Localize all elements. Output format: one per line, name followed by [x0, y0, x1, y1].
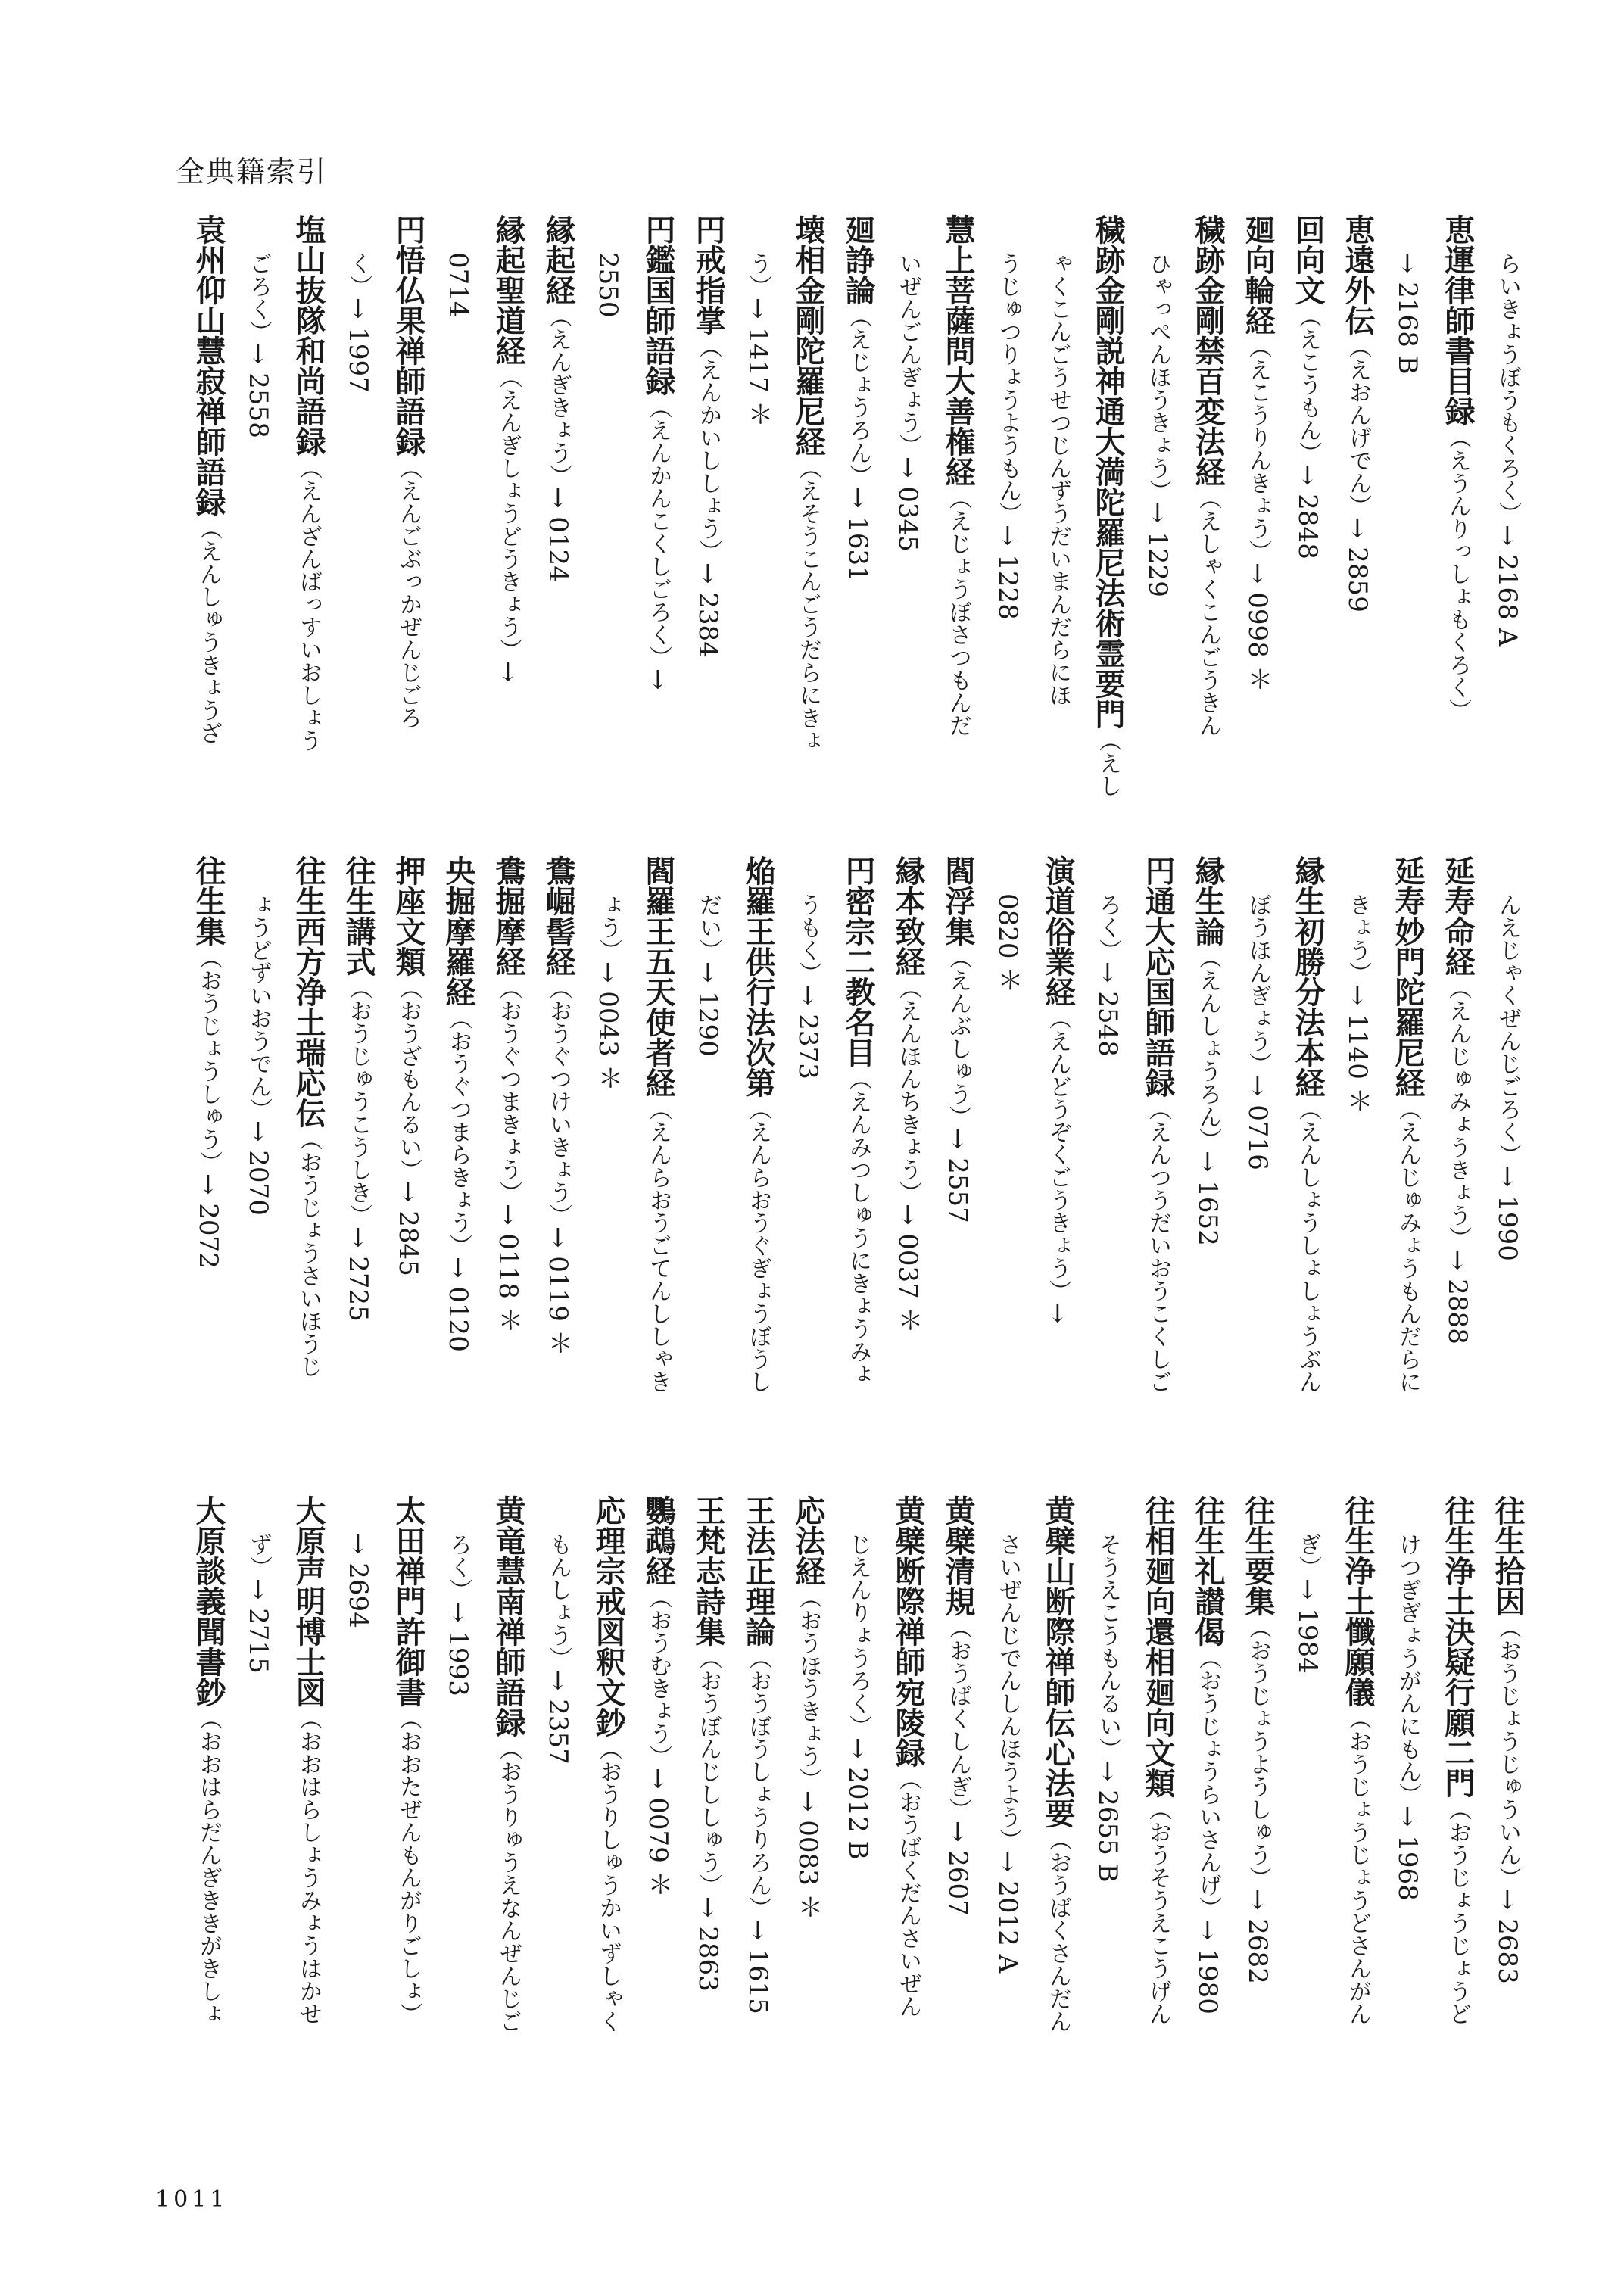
entry-reading: （えんつうだいおうこくしご [1145, 1098, 1171, 1393]
entry-reading: （おおたぜんもんがりごしょ） [395, 1707, 422, 2025]
entry-reference: → 1968 [1392, 1805, 1423, 1901]
index-entry [1136, 855, 1180, 1537]
index-entry-continuation [236, 855, 280, 1537]
index-entry-continuation [1036, 214, 1080, 896]
index-entry-continuation [1485, 214, 1529, 896]
index-entry-continuation [1336, 855, 1379, 1537]
index-entry [736, 855, 780, 1537]
index-entry [186, 214, 230, 896]
entry-reference: → 0037 ＊ [893, 1204, 923, 1333]
entry-reference: → 0083 ＊ [793, 1790, 823, 1920]
entry-reference: → 2863 [693, 1896, 723, 1992]
entry-headword: 応理宗戒図釈文鈔 [591, 1495, 625, 1737]
entry-reading: ず） [245, 1533, 272, 1578]
entry-reading: （おうぐつまきょう） [495, 977, 522, 1204]
entry-reading: （えうんりっしょもくろく） [1445, 426, 1471, 721]
entry-headword: 壊相金剛陀羅尼経 [790, 214, 825, 456]
entry-reading: く） [345, 252, 372, 298]
entry-reading: （おうじょうらいさんげ） [1195, 1647, 1221, 1919]
index-entry-continuation [836, 1495, 880, 2176]
entry-reading: （えじょうろん） [845, 305, 871, 487]
entry-reference: → 0118 ＊ [493, 1204, 523, 1333]
entry-headword: 王法正理論 [740, 1495, 775, 1647]
entry-headword: 穢跡金剛説神通大満陀羅尼法術霊要門 [1090, 214, 1125, 729]
entry-headword: 往生要集 [1240, 1495, 1275, 1616]
entry-headword: 閻浮集 [940, 855, 975, 946]
entry-reference: → 1997 [343, 298, 373, 393]
entry-headword: 円戒指掌 [690, 214, 725, 335]
entry-headword: 縁生初勝分法本経 [1290, 855, 1325, 1098]
index-entry-continuation [1485, 855, 1529, 1537]
index-entry-continuation [986, 214, 1030, 896]
entry-headword: 往生浄土懺願儀 [1340, 1495, 1375, 1707]
index-entry [786, 214, 830, 896]
entry-headword: 焔羅王供行法次第 [740, 855, 775, 1098]
index-band-top [182, 214, 1529, 896]
index-entry-continuation [586, 855, 630, 1537]
index-entry [1036, 855, 1080, 1537]
entry-reading: （おうりしゅうかいずしゃく [595, 1737, 622, 2033]
index-entry [636, 214, 680, 896]
entry-reference: → 0124 [543, 487, 573, 582]
index-entry [1236, 214, 1280, 896]
index-band-middle [185, 855, 1529, 1537]
entry-headword: 円悟仏果禅師語録 [391, 214, 425, 456]
index-entry [1186, 855, 1230, 1537]
entry-reading: ょう） [595, 893, 622, 961]
entry-reading: （えし [1095, 729, 1121, 797]
entry-reading: さいぜんじでんしんほうよう） [995, 1533, 1021, 1851]
entry-reading: う） [745, 252, 771, 298]
entry-reference: 0714 [443, 252, 473, 318]
entry-headword: 鴦掘摩経 [491, 855, 525, 977]
index-entry [586, 1495, 630, 2176]
index-entry [1336, 1495, 1379, 2176]
entry-reading: （えんしょうしょしょうぶん [1295, 1098, 1321, 1393]
index-entry [386, 214, 430, 896]
index-band-bottom [182, 1495, 1529, 2176]
entry-reading: うもく） [795, 893, 821, 984]
entry-headword: 円密宗二教名目 [840, 855, 875, 1067]
entry-reference: → 2655 B [1093, 1760, 1123, 1883]
entry-reference: → 1290 [693, 961, 723, 1057]
entry-reference: 2550 [593, 252, 623, 318]
entry-headword: 廻諍論 [840, 214, 875, 305]
entry-reference: → 1140 ＊ [1342, 984, 1373, 1114]
index-entry [186, 1495, 230, 2176]
entry-reference: → 0345 [893, 456, 923, 552]
entry-reading: （おうそうえこうげん [1145, 1798, 1171, 2025]
entry-reference: → 1417 ＊ [743, 298, 773, 427]
entry-reading: （えんざんばっすいおしょう [295, 456, 322, 752]
entry-reading: （えんかいししょう） [695, 335, 722, 562]
index-entry [786, 1495, 830, 2176]
entry-reading: （おおはらしょうみょうはかせ [295, 1707, 322, 2025]
page-number: 1011 [155, 2186, 229, 2213]
index-entry [386, 855, 430, 1537]
entry-reading: （えんじゅみょうもんだらに [1395, 1098, 1421, 1393]
index-entry-continuation [236, 1495, 280, 2176]
entry-reading: ぎ） [1295, 1533, 1321, 1578]
entry-reading: （えおんげでん） [1345, 335, 1371, 517]
index-entry-continuation [336, 214, 380, 896]
entry-reading: （えんごぶっかぜんじごろ [395, 456, 422, 729]
index-entry [1236, 1495, 1280, 2176]
index-entry [736, 1495, 780, 2176]
entry-reference: → 2859 [1342, 517, 1373, 612]
entry-headword: 縁生論 [1190, 855, 1225, 946]
entry-reading: きょう） [1345, 893, 1371, 984]
entry-headword: 王梵志詩集 [690, 1495, 725, 1647]
entry-reference: → 1984 [1292, 1578, 1323, 1674]
entry-headword: 往生講式 [341, 855, 376, 977]
index-entry [1286, 214, 1329, 896]
index-entry [486, 1495, 530, 2176]
entry-reference: → 2848 [1292, 464, 1323, 559]
entry-headword: 塩山抜隊和尚語録 [291, 214, 326, 456]
index-entry [1186, 1495, 1230, 2176]
index-entry [1086, 214, 1130, 896]
index-entry [386, 1495, 430, 2176]
entry-reference: → 1980 [1192, 1919, 1223, 2014]
entry-headword: 縁起経 [541, 214, 575, 305]
index-entry [1136, 1495, 1180, 2176]
entry-headword: 恵運律師書目録 [1440, 214, 1475, 426]
entry-reference: → [643, 668, 673, 690]
entry-headword: 黄竜慧南禅師語録 [491, 1495, 525, 1737]
entry-reading: （えんしょうろん） [1195, 946, 1221, 1151]
entry-headword: 円通大応国師語録 [1140, 855, 1175, 1098]
entry-headword: 太田禅門許御書 [391, 1495, 425, 1707]
entry-headword: 穢跡金剛禁百変法経 [1190, 214, 1225, 487]
entry-reference: → 2373 [793, 984, 823, 1080]
entry-reading: らいきょうぼうもくろく） [1495, 252, 1521, 525]
index-entry [836, 214, 880, 896]
entry-reference: → 2683 [1492, 1889, 1523, 1984]
index-entry [1186, 214, 1230, 896]
entry-reference: → 2072 [193, 1173, 223, 1269]
entry-reference: → 0716 [1242, 1075, 1273, 1170]
index-entry-continuation [736, 214, 780, 896]
entry-reading: （おうざもんるい） [395, 977, 422, 1181]
index-entry [886, 1495, 930, 2176]
entry-reference: → 2694 [343, 1533, 373, 1628]
entry-reading: （えこうりんきょう） [1245, 335, 1271, 562]
index-entry [536, 214, 580, 896]
entry-reading: ろく） [445, 1533, 472, 1601]
entry-headword: 往生礼讃偈 [1190, 1495, 1225, 1647]
entry-reading: （おうばくさんだん [1045, 1828, 1071, 2033]
entry-reference: → 0998 ＊ [1242, 562, 1273, 692]
entry-reading: ょうどずいおうでん） [245, 893, 272, 1120]
index-entry-continuation [1086, 855, 1130, 1537]
index-entry-continuation [1086, 1495, 1130, 2176]
entry-reading: （おうりゅうえなんぜんじご [495, 1737, 522, 2033]
entry-reading: （おうじょうじょうどさんがん [1345, 1707, 1371, 2025]
entry-headword: 縁本致経 [890, 855, 925, 977]
entry-reference: → 0043 ＊ [593, 961, 623, 1091]
entry-reference: → [493, 661, 523, 683]
index-entry [936, 855, 980, 1537]
entry-headword: 円鑑国師語録 [641, 214, 675, 396]
index-entry-continuation [886, 214, 930, 896]
index-entry-continuation [536, 1495, 580, 2176]
entry-reading: （えんぎきょう） [545, 305, 572, 487]
index-entry-continuation [336, 1495, 380, 2176]
entry-reference: → 1615 [743, 1919, 773, 2014]
entry-reference: → 2715 [243, 1578, 273, 1674]
entry-headword: 延寿命経 [1440, 855, 1475, 977]
entry-reference: → 2384 [693, 562, 723, 658]
index-entry-continuation [1386, 1495, 1429, 2176]
entry-headword: 往生拾因 [1490, 1495, 1525, 1616]
entry-reading: じえんりょうろく） [845, 1533, 871, 1737]
index-entry [686, 214, 730, 896]
index-entry [1386, 855, 1429, 1537]
entry-headword: 縁起聖道経 [491, 214, 525, 366]
index-entry [1435, 1495, 1479, 2176]
index-entry-continuation [436, 1495, 480, 2176]
entry-reference: → 2548 [1093, 961, 1123, 1057]
entry-reading: （えんみつしゅうにきょうみょ [845, 1067, 871, 1385]
entry-headword: 大原声明博士図 [291, 1495, 326, 1707]
entry-reference: → 2607 [943, 1821, 973, 1916]
entry-headword: 往生浄土決疑行願二門 [1440, 1495, 1475, 1798]
entry-reference: → 2012 A [993, 1851, 1023, 1974]
entry-reading: ゃくこんごうせつじんずうだいまんだらにほ [1045, 252, 1071, 706]
entry-reading: （えしゃくこんごうきん [1195, 487, 1221, 737]
entry-reference: → 1993 [443, 1601, 473, 1696]
entry-headword: 恵遠外伝 [1340, 214, 1375, 335]
entry-reading: んえじゃくぜんじごろく） [1495, 893, 1521, 1166]
entry-headword: 往生集 [191, 855, 226, 946]
index-entry [936, 1495, 980, 2176]
index-entry-continuation [986, 1495, 1030, 2176]
entry-reading: （おうばくしんぎ） [945, 1616, 971, 1821]
entry-headword: 延寿妙門陀羅尼経 [1390, 855, 1425, 1098]
entry-reference: → 2168 A [1492, 525, 1523, 647]
index-entry [436, 855, 480, 1537]
entry-headword: 押座文類 [391, 855, 425, 977]
entry-reference: → 1652 [1192, 1151, 1223, 1246]
index-entry-continuation [1236, 855, 1280, 1537]
index-entry-continuation [986, 855, 1030, 1537]
entry-reference: → 2725 [343, 1226, 373, 1322]
entry-reading: （おうぼうしょうりろん） [745, 1647, 771, 1919]
entry-headword: 袁州仰山慧寂禅師語録 [191, 214, 226, 517]
index-entry-continuation [686, 855, 730, 1537]
index-entry-continuation [1286, 1495, 1329, 2176]
entry-headword: 鴦崛髻経 [541, 855, 575, 977]
entry-reading: （えそうこんごうだらにきょ [795, 456, 821, 752]
index-entry [936, 214, 980, 896]
entry-reference: → 0079 ＊ [643, 1768, 673, 1897]
index-entry [486, 855, 530, 1537]
entry-reference: → 1631 [843, 487, 873, 582]
index-entry [1286, 855, 1329, 1537]
index-entry [286, 855, 330, 1537]
entry-reading: （えんらおうごてんししゃき [645, 1098, 672, 1393]
entry-headword: 廻向輪経 [1240, 214, 1275, 335]
entry-headword: 鸚鵡経 [641, 1495, 675, 1586]
entry-headword: 閻羅王五天使者経 [641, 855, 675, 1098]
entry-reference: → 2070 [243, 1120, 273, 1216]
entry-reading: けつぎぎょうがんにもん） [1395, 1533, 1421, 1805]
running-head: 全典籍索引 [176, 155, 328, 188]
entry-headword: 応法経 [790, 1495, 825, 1586]
entry-reading: （おうぼんじししゅう） [695, 1647, 722, 1896]
entry-reading: （おうむきょう） [645, 1586, 672, 1768]
index-entry [1036, 1495, 1080, 2176]
entry-reading: （おうじょうじゅういん） [1495, 1616, 1521, 1889]
entry-headword: 黄檗断際禅師宛陵録 [890, 1495, 925, 1768]
entry-reading: （えこうもん） [1295, 305, 1321, 464]
entry-reference: → 2888 [1442, 1249, 1473, 1344]
entry-reading: （えんしゅうきょうざ [195, 517, 222, 744]
entry-reading: （おうじょうじょうど [1445, 1798, 1471, 2025]
index-entry-continuation [786, 855, 830, 1537]
index-entry [1435, 214, 1479, 896]
entry-reading: ごろく） [245, 252, 272, 343]
entry-reading: うじゅつりょうようもん） [995, 252, 1021, 525]
entry-headword: 央掘摩羅経 [441, 855, 475, 1007]
entry-headword: 黄檗山断際禅師伝心法要 [1040, 1495, 1075, 1828]
entry-headword: 大原談義聞書鈔 [191, 1495, 226, 1707]
entry-reading: （おうぐつまらきょう） [445, 1007, 472, 1257]
entry-reading: （えんぶしゅう） [945, 946, 971, 1128]
entry-headword: 慧上菩薩問大善権経 [940, 214, 975, 487]
index-entry [186, 855, 230, 1537]
index-entry [286, 1495, 330, 2176]
entry-reference: → 1228 [993, 525, 1023, 620]
entry-reference: → 2682 [1242, 1889, 1273, 1984]
index-entry [686, 1495, 730, 2176]
entry-reference: → [1043, 1302, 1073, 1324]
entry-reading: （おうじゅうこうしき） [345, 977, 372, 1226]
entry-reading: （えんかんこくしごろく） [645, 396, 672, 668]
entry-reading: （おうじょうさいほうじ [295, 1128, 322, 1378]
entry-reading: ぼうほんぎょう） [1245, 893, 1271, 1075]
index-entry [636, 855, 680, 1537]
entry-reading: （えんらおうぐぎょうぼうし [745, 1098, 771, 1393]
entry-reading: （えんどうぞくごうきょう） [1045, 1007, 1071, 1302]
entry-headword: 演道俗業経 [1040, 855, 1075, 1007]
index-entry [286, 214, 330, 896]
entry-reading: いぜんごんぎょう） [895, 252, 921, 456]
entry-reference: → 1990 [1492, 1166, 1523, 1261]
entry-reading: （おうぐつけいきょう） [545, 977, 572, 1226]
entry-reading: もんしょう） [545, 1533, 572, 1669]
entry-reading: ひゃっぺんほうきょう） [1145, 252, 1171, 502]
entry-reading: （おうほうきょう） [795, 1586, 821, 1790]
entry-reading: （えんほんちきょう） [895, 977, 921, 1204]
entry-reading: （おうじょうようしゅう） [1245, 1616, 1271, 1889]
index-entry [836, 855, 880, 1537]
index-entry [1336, 214, 1379, 896]
entry-reading: （えじょうぼさつもんだ [945, 487, 971, 737]
entry-reading: （えんじゅみょうきょう） [1445, 977, 1471, 1249]
entry-reference: 0820 ＊ [993, 893, 1023, 993]
entry-headword: 往相廻向還相廻向文類 [1140, 1495, 1175, 1798]
entry-reference: → 2357 [543, 1669, 573, 1765]
entry-headword: 黄檗清規 [940, 1495, 975, 1616]
index-entry [636, 1495, 680, 2176]
entry-reference: → 2557 [943, 1128, 973, 1223]
entry-reference: → 0119 ＊ [543, 1226, 573, 1356]
index-entry [1485, 1495, 1529, 2176]
index-entry [486, 214, 530, 896]
entry-reading: ろく） [1095, 893, 1121, 961]
entry-reference: → 2012 B [843, 1737, 873, 1860]
entry-reading: （おうばくだんさいぜん [895, 1768, 921, 2017]
entry-reading: （おうじょうしゅう） [195, 946, 222, 1173]
index-entry-continuation [236, 214, 280, 896]
index-entry-continuation [436, 214, 480, 896]
entry-reference: → 2845 [393, 1181, 423, 1276]
entry-reading: そうえこうもんるい） [1095, 1533, 1121, 1760]
index-entry [886, 855, 930, 1537]
index-entry [536, 855, 580, 1537]
entry-reference: → 1229 [1142, 502, 1173, 597]
index-entry [336, 855, 380, 1537]
entry-reading: （えんぎしょうどうきょう） [495, 366, 522, 661]
entry-reference: → 2558 [243, 343, 273, 438]
entry-headword: 回向文 [1290, 214, 1325, 305]
entry-reading: （おおはらだんぎききがきしょ [195, 1707, 222, 2025]
entry-reference: → 2168 B [1392, 252, 1423, 375]
entry-reference: → 0120 [443, 1257, 473, 1352]
entry-reading: だい） [695, 893, 722, 961]
index-entry [1435, 855, 1479, 1537]
index-entry-continuation [1136, 214, 1180, 896]
index-entry-continuation [586, 214, 630, 896]
entry-headword: 往生西方浄土瑞応伝 [291, 855, 326, 1128]
index-entry-continuation [1386, 214, 1429, 896]
